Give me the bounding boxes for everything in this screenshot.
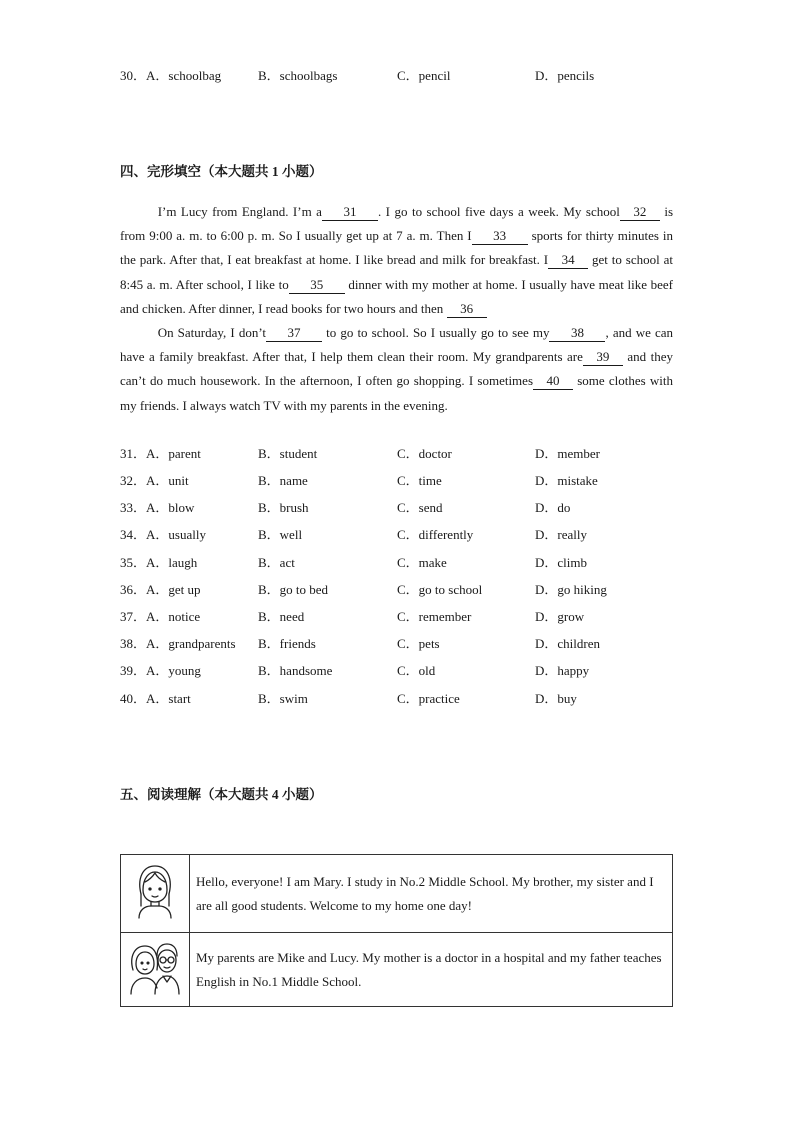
passage-text: I’m Lucy from England. I’m a <box>157 204 322 219</box>
option-b: B．need <box>258 609 305 624</box>
option-d: D．climb <box>535 555 587 570</box>
passage-text: . I go to school five days a week. My school <box>377 204 620 219</box>
parents-icon <box>127 936 183 996</box>
option-a <box>120 66 221 86</box>
section-5-heading: 五、阅读理解（本大题共 4 小题） <box>120 787 323 802</box>
question-39 <box>120 661 680 681</box>
option-a-text: start <box>168 691 191 706</box>
passage-paragraph-2 <box>120 321 673 418</box>
section-4-heading: 四、完形填空（本大题共 1 小题） <box>120 164 323 179</box>
option-c: C．practice <box>397 691 460 706</box>
passage-text: , and we can have a family breakfast. After that, I help them clean their room. My grandparents are <box>120 325 674 365</box>
option-c: C．pets <box>397 636 440 651</box>
option-b: B．student <box>258 446 318 461</box>
question-number: 37．A． <box>120 609 169 624</box>
option-a <box>120 498 194 518</box>
option-a <box>120 444 201 464</box>
blank-39: 39 <box>583 349 623 366</box>
question-38 <box>120 634 680 654</box>
option-d: D．really <box>535 527 587 542</box>
question-number: 32．A． <box>120 473 169 488</box>
option-c: C．make <box>397 555 447 570</box>
question-number: 38．A． <box>120 636 169 651</box>
passage-text: dinner with my mother at home. I usually have meat like beef and chicken. After dinner, I read books for two hours and then <box>120 276 673 316</box>
passage-text: some clothes with my friends. I always watch TV with my parents in the evening. <box>120 373 673 413</box>
question-33 <box>120 498 680 518</box>
question-number: 30．A． <box>120 68 169 83</box>
option-a <box>120 689 191 709</box>
table-row <box>121 855 673 933</box>
option-d: D．mistake <box>535 473 598 488</box>
table-row <box>121 933 673 1007</box>
question-number: 31．A． <box>120 446 169 461</box>
option-a <box>120 471 189 491</box>
option-a <box>120 634 236 654</box>
parents-intro-text: My parents are Mike and Lucy. My mother is a doctor in a hospital and my father teaches English in No.1 Middle School. <box>190 933 673 1007</box>
blank-34: 34 <box>548 252 588 269</box>
option-a-text: young <box>168 663 201 678</box>
question-number: 40．A． <box>120 691 169 706</box>
option-b: B．act <box>258 555 295 570</box>
option-a <box>120 580 201 600</box>
option-b: B．swim <box>258 691 308 706</box>
passage-text: On Saturday, I don’t <box>157 325 267 341</box>
option-b: B．handsome <box>258 663 333 678</box>
girl-illustration-cell <box>121 855 190 933</box>
blank-37: 37 <box>266 325 322 342</box>
question-30 <box>120 66 680 86</box>
passage-paragraph-1 <box>120 200 673 321</box>
option-a-text: unit <box>168 473 189 488</box>
option-a-text: laugh <box>168 555 198 570</box>
option-d: D．pencils <box>535 68 595 83</box>
option-a-text: notice <box>168 609 201 624</box>
blank-32: 32 <box>620 204 660 221</box>
passage-text: is from 9:00 a. m. to 6:00 p. m. So I usually get up at 7 a. m. Then I <box>120 204 674 244</box>
question-36 <box>120 580 680 600</box>
question-40 <box>120 689 680 709</box>
girl-icon <box>131 860 179 920</box>
parents-illustration-cell <box>121 933 190 1007</box>
option-c: C．old <box>397 663 436 678</box>
question-32 <box>120 471 680 491</box>
option-d: D．buy <box>535 691 577 706</box>
option-d: D．grow <box>535 609 585 624</box>
option-c: C．pencil <box>397 68 451 83</box>
option-c: C．go to school <box>397 582 483 597</box>
question-34 <box>120 525 680 545</box>
option-b: B．schoolbags <box>258 68 338 83</box>
blank-38: 38 <box>549 325 605 342</box>
option-d: D．happy <box>535 663 590 678</box>
passage-text: to go to school. So I usually go to see my <box>322 325 550 341</box>
blank-33: 33 <box>472 228 528 245</box>
blank-40: 40 <box>533 373 573 390</box>
passage-text: get to school at 8:45 a. m. After school, I like to <box>120 252 673 292</box>
option-c: C．time <box>397 473 442 488</box>
option-a-text: get up <box>168 582 201 597</box>
option-a-text: parent <box>168 446 201 461</box>
option-b: B．friends <box>258 636 316 651</box>
question-number: 35．A． <box>120 555 169 570</box>
question-number: 34．A． <box>120 527 169 542</box>
passage-text: and they can’t do much housework. In the afternoon, I often go shopping. I sometimes <box>120 349 674 389</box>
option-c: C．remember <box>397 609 472 624</box>
option-c: C．doctor <box>397 446 452 461</box>
option-a <box>120 553 197 573</box>
option-a-text: blow <box>168 500 195 515</box>
option-b: B．well <box>258 527 303 542</box>
option-a <box>120 525 206 545</box>
question-number: 36．A． <box>120 582 169 597</box>
option-a <box>120 607 200 627</box>
question-number: 33．A． <box>120 500 169 515</box>
mary-intro-text: Hello, everyone! I am Mary. I study in No.2 Middle School. My brother, my sister and I are all good students. Welcome to my home one day! <box>190 855 673 933</box>
cloze-passage <box>120 200 673 418</box>
question-37 <box>120 607 680 627</box>
option-d: D．do <box>535 500 571 515</box>
reading-table <box>120 854 673 1007</box>
option-d: D．children <box>535 636 600 651</box>
option-a-text: usually <box>168 527 206 542</box>
option-a <box>120 661 201 681</box>
option-a-text: schoolbag <box>168 68 222 83</box>
question-number: 39．A． <box>120 663 169 678</box>
question-35 <box>120 553 680 573</box>
option-c: C．send <box>397 500 443 515</box>
blank-35: 35 <box>289 277 345 294</box>
option-d: D．go hiking <box>535 582 607 597</box>
blank-36: 36 <box>447 301 487 318</box>
question-31 <box>120 444 680 464</box>
option-c: C．differently <box>397 527 474 542</box>
passage-text: sports for thirty minutes in the park. After that, I eat breakfast at home. I like bread and milk for breakfast. I <box>120 228 673 268</box>
option-b: B．brush <box>258 500 309 515</box>
option-b: B．name <box>258 473 308 488</box>
blank-31: 31 <box>322 204 378 221</box>
option-d: D．member <box>535 446 600 461</box>
option-b: B．go to bed <box>258 582 329 597</box>
option-a-text: grandparents <box>168 636 236 651</box>
